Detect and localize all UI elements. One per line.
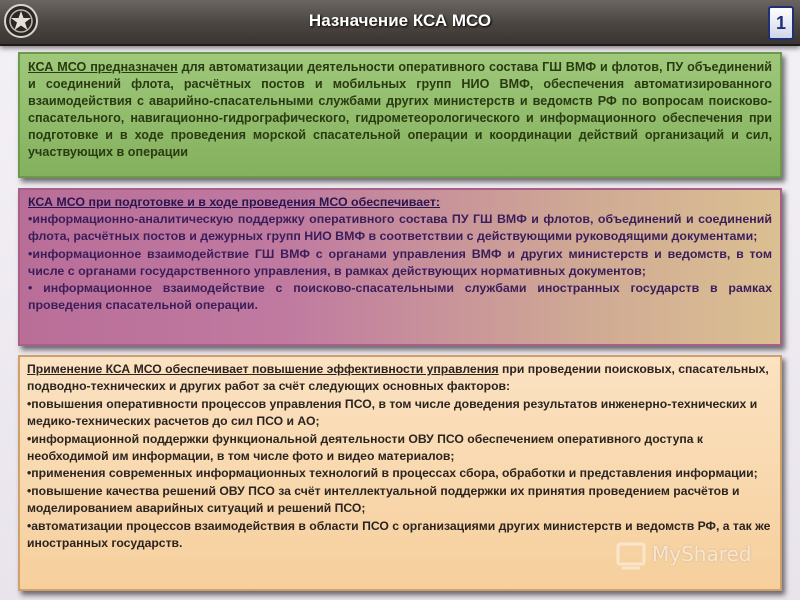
efficiency-item: •применения современных информационных технологий в процессах сбора, обработки и представления информации; (27, 466, 758, 481)
title-bar (0, 0, 800, 46)
purpose-body: для автоматизации деятельности оперативного состава ГШ ВМФ и флотов, ПУ объединений и соединений флота, расчётных постов и мобильных групп НИО ВМФ, обеспечения автоматизированного взаимодействия с аварийно-спасательными службами других министерств и ведомств РФ по вопросам поисково-спасательного, навигационно-гидрографического, гидрометеорологического и информационного обеспечения при подготовке и в ходе проведения морской спасательной операции и координации действий организаций и сил, участвующих в операции (28, 60, 772, 159)
provides-item: •информационно-аналитическую поддержку оперативного состава ПУ ГШ ВМФ и флотов, объединений и соединений флота, расчётных постов и дежурных групп НИО ВМФ в соответствии с действующими руководящими документами; (28, 212, 772, 244)
efficiency-lead-underlined: Применение КСА МСО обеспечивает повышение эффективности управления (27, 362, 499, 376)
provides-item: • информационное взаимодействие с поисково-спасательными службами иностранных государств в рамках проведения спасательной операции. (28, 281, 772, 313)
efficiency-lead-rest: при проведении поисковых, спасательных, подводно-технических и других работ за счёт следующих основных факторов: (27, 362, 769, 394)
efficiency-lead (27, 361, 773, 396)
slide-title: Назначение КСА МСО (308, 11, 492, 30)
provides-item: •информационное взаимодействие ГШ ВМФ с органами управления ВМФ и других министерств и ведомств, в том числе с органами государственного управления, в рамках действующих нормативных документов; (28, 246, 772, 278)
purpose-text (28, 59, 772, 161)
watermark-text: MyShared (652, 542, 752, 566)
provides-lead: КСА МСО при подготовке и в ходе проведения МСО обеспечивает: (28, 195, 441, 209)
efficiency-item: •автоматизации процессов взаимодействия в области ПСО с организациями других министерств и ведомств РФ, а так же иностранных государств. (27, 518, 771, 551)
page-number-badge: 1 (768, 6, 794, 40)
purpose-box (18, 52, 782, 178)
efficiency-item: •повышение качества решений ОВУ ПСО за счёт интеллектуальной поддержки их принятия проведением расчётов и моделированием аварийных ситуаций и решений ПСО; (27, 483, 740, 516)
efficiency-item: •информационной поддержки функциональной деятельности ОВУ ПСО обеспечением оперативного доступа к необходимой им информации, в том числе фото и видео материалов; (27, 431, 703, 464)
efficiency-box (18, 355, 782, 591)
purpose-subject: КСА МСО предназначен (28, 60, 178, 74)
provides-box (18, 188, 782, 346)
efficiency-item: •повышения оперативности процессов управления ПСО, в том числе доведения результатов инженерно-технических и медико-технических расчетов до сил ПСО и АО; (27, 396, 758, 429)
